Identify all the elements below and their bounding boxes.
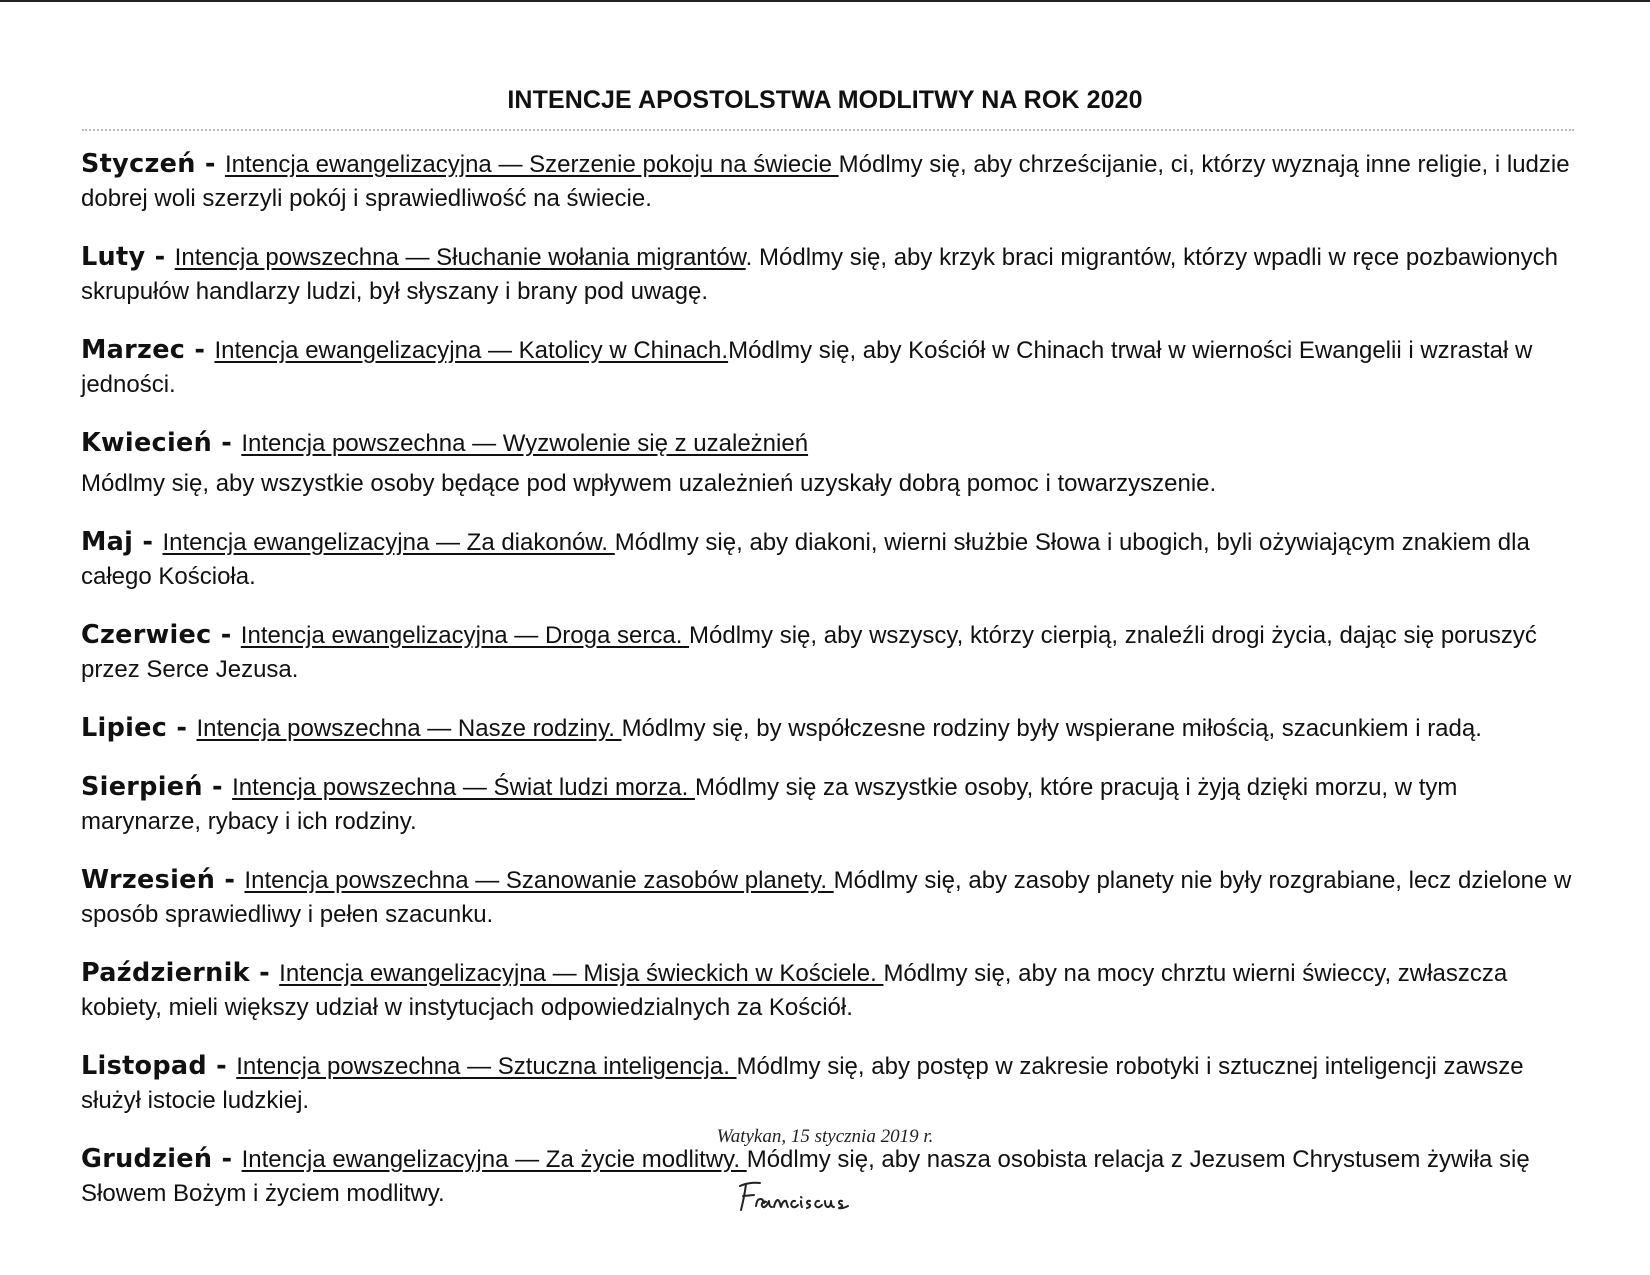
month-label: Kwiecień — [81, 428, 213, 458]
intention-june — [81, 618, 1581, 687]
intention-text: Módlmy się, aby diakoni, wierni służbie Słowa i ubogich, byli ożywiającym znakiem dla całego Kościoła. — [81, 529, 1530, 590]
intention-july — [81, 711, 1581, 746]
intention-heading: Intencja ewangelizacyjna — Katolicy w Chinach. — [214, 337, 729, 364]
month-separator: - — [215, 865, 245, 895]
intention-february — [81, 240, 1581, 309]
intention-march — [81, 333, 1581, 402]
intention-april — [81, 426, 1581, 501]
intention-september — [81, 863, 1581, 932]
month-label: Marzec — [81, 335, 186, 365]
month-label: Październik — [81, 958, 250, 988]
intention-may — [81, 525, 1581, 594]
intention-heading: Intencja ewangelizacyjna — Szerzenie pokoju na świecie — [224, 151, 839, 178]
month-label: Listopad — [81, 1051, 207, 1081]
month-label: Lipiec — [81, 713, 168, 743]
month-label: Wrzesień — [81, 865, 216, 895]
month-separator: - — [167, 713, 197, 743]
intention-heading: Intencja powszechna — Świat ludzi morza. — [232, 774, 695, 801]
month-separator: - — [202, 772, 233, 802]
month-separator: - — [212, 428, 242, 458]
signature — [730, 1172, 910, 1222]
intentions-list — [81, 147, 1581, 1222]
intention-heading: Intencja powszechna — Sztuczna inteligencja. — [236, 1053, 737, 1080]
place-date: Watykan, 15 stycznia 2019 r. — [716, 1126, 934, 1147]
intention-text: . Módlmy się, aby krzyk braci migrantów, którzy wpadli w ręce pozbawionych skrupułów handlarzy ludzi, był słyszany i brany pod uwagę. — [81, 244, 1558, 305]
intention-heading: Intencja ewangelizacyjna — Za życie modlitwy. — [241, 1146, 747, 1173]
month-separator: - — [207, 1051, 237, 1081]
month-label: Luty — [81, 242, 146, 272]
month-separator: - — [249, 958, 280, 988]
month-separator: - — [195, 149, 225, 179]
month-separator: - — [145, 242, 175, 272]
intention-heading: Intencja ewangelizacyjna — Misja świeckich w Kościele. — [279, 960, 884, 987]
month-separator: - — [211, 620, 241, 650]
intention-heading: Intencja powszechna — Nasze rodziny. — [196, 715, 622, 742]
intention-november — [81, 1049, 1581, 1118]
intention-text: Módlmy się, aby Kościół w Chinach trwał w wierności Ewangelii i wzrastał w jedności. — [81, 337, 1533, 398]
intention-january — [81, 147, 1581, 216]
month-separator: - — [212, 1144, 242, 1174]
intention-text: Módlmy się, aby chrześcijanie, ci, którzy wyznają inne religie, i ludzie dobrej woli szerzyli pokój i sprawiedliwość na świecie. — [81, 151, 1570, 212]
month-label: Styczeń — [81, 149, 196, 179]
intention-text: Módlmy się, aby postęp w zakresie robotyki i sztucznej inteligencji zawsze służył istocie ludzkiej. — [81, 1053, 1524, 1114]
top-border — [0, 0, 1650, 2]
month-label: Maj — [81, 527, 134, 557]
month-label: Grudzień — [81, 1144, 213, 1174]
month-separator: - — [185, 335, 215, 365]
intention-text: Módlmy się, aby zasoby planety nie były rozgrabiane, lecz dzielone w sposób sprawiedliwy i pełen szacunku. — [81, 867, 1572, 928]
page-title: INTENCJE APOSTOLSTWA MODLITWY NA ROK 2020 — [507, 86, 1143, 114]
month-label: Czerwiec — [81, 620, 212, 650]
intention-text: Módlmy się za wszystkie osoby, które pracują i żyją dzięki morzu, w tym marynarze, rybacy i ich rodziny. — [81, 774, 1458, 835]
intention-text: Módlmy się, aby nasza osobista relacja z Jezusem Chrystusem żywiła się Słowem Bożym i życiem modlitwy. — [81, 1146, 1530, 1207]
intention-heading: Intencja powszechna — Szanowanie zasobów planety. — [244, 867, 834, 894]
title-divider — [82, 129, 1574, 131]
intention-heading: Intencja powszechna — Wyzwolenie się z uzależnień — [241, 430, 809, 457]
intention-text: Módlmy się, aby wszyscy, którzy cierpią, znaleźli drogi życia, dając się poruszyć przez Serce Jezusa. — [81, 622, 1537, 683]
intention-text: Módlmy się, aby na mocy chrztu wierni świeccy, zwłaszcza kobiety, mieli większy udział w instytucjach odpowiedzialnych za Kościół. — [81, 960, 1508, 1021]
intention-heading: Intencja ewangelizacyjna — Droga serca. — [240, 622, 690, 649]
intention-heading: Intencja powszechna — Słuchanie wołania migrantów — [174, 244, 746, 271]
intention-text: Módlmy się, aby wszystkie osoby będące pod wpływem uzależnień uzyskały dobrą pomoc i towarzyszenie. — [81, 470, 1217, 497]
month-separator: - — [133, 527, 163, 557]
intention-october — [81, 956, 1581, 1025]
intention-heading: Intencja ewangelizacyjna — Za diakonów. — [162, 529, 615, 556]
intention-august — [81, 770, 1581, 839]
intention-text: Módlmy się, by współczesne rodziny były wspierane miłością, szacunkiem i radą. — [621, 715, 1482, 742]
month-label: Sierpień — [81, 772, 203, 802]
